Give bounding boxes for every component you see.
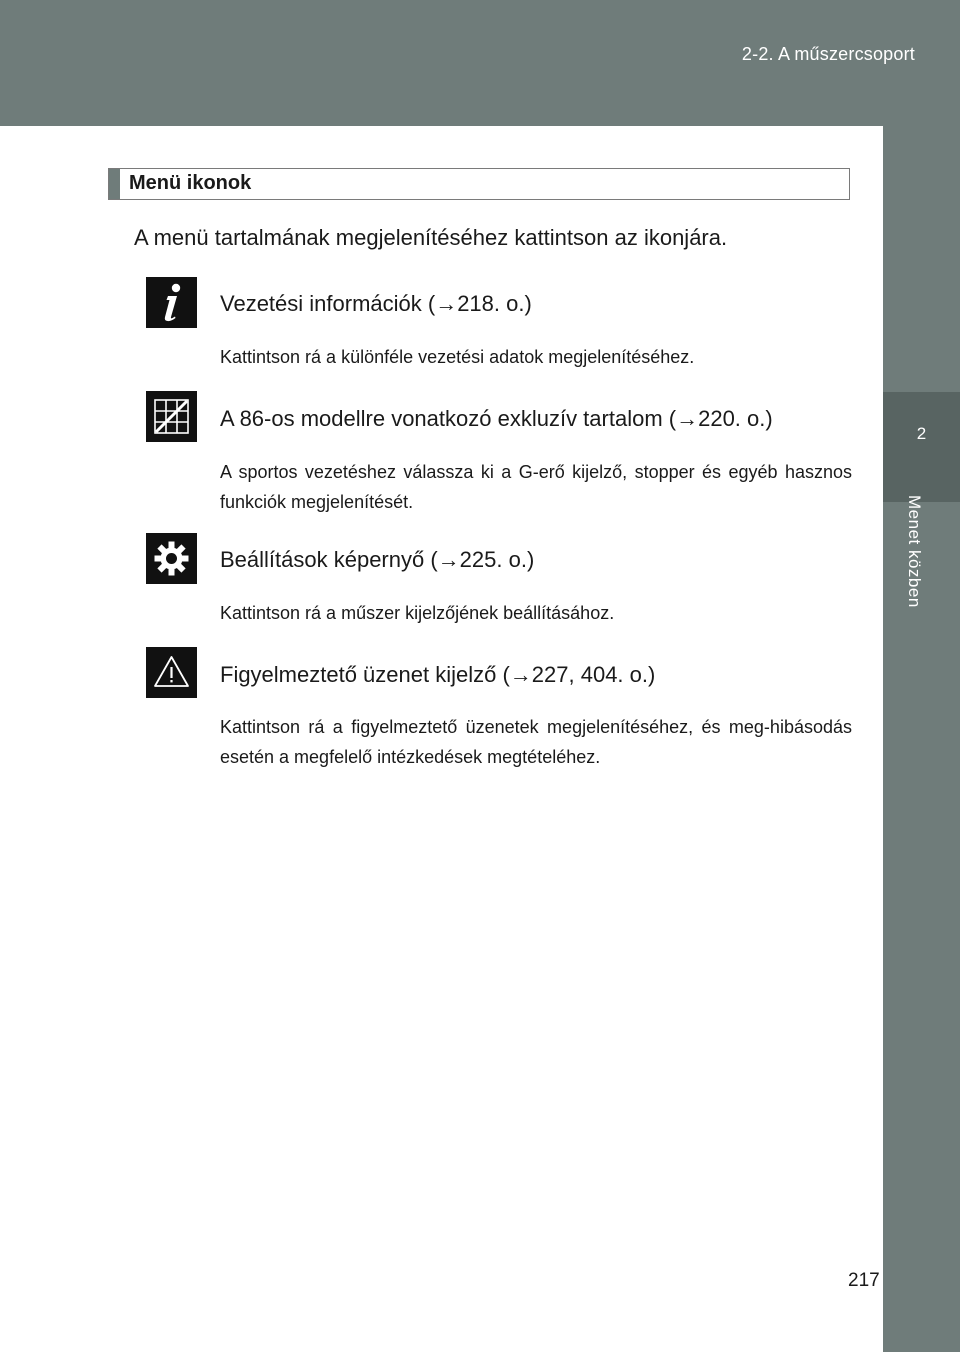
gear-icon <box>146 533 197 584</box>
intro-text: A menü tartalmának megjelenítéséhez kattintson az ikonjára. <box>134 225 728 250</box>
item-desc-warning: Kattintson rá a figyelmeztető üzenetek megjelenítéséhez, és meg-hibásodás esetén a megfelelő intézkedések megtételéhez. <box>220 717 852 767</box>
heading-accent-bar <box>109 169 120 199</box>
warning-icon <box>146 647 197 698</box>
section-heading <box>108 168 850 200</box>
item-title-settings: Beállítások képernyő (→225. o.) <box>220 547 535 572</box>
item-desc-exclusive-content: A sportos vezetéshez válassza ki a G-erő kijelző, stopper és egyéb hasznos funkciók megjelenítését. <box>220 462 852 512</box>
item-title-driving-info: Vezetési információk (→218. o.) <box>220 291 532 316</box>
chapter-number: 2 <box>916 424 927 443</box>
item-title-exclusive-content: A 86-os modellre vonatkozó exkluzív tartalom (→220. o.) <box>220 406 773 431</box>
heading-text: Menü ikonok <box>129 172 252 194</box>
chapter-number-box <box>883 392 960 502</box>
item-desc-settings: Kattintson rá a műszer kijelzőjének beállításához. <box>220 603 615 623</box>
item-title-warning: Figyelmeztető üzenet kijelző (→227, 404. o.) <box>220 662 656 687</box>
item-desc-driving-info: Kattintson rá a különféle vezetési adatok megjelenítéséhez. <box>220 347 695 367</box>
info-icon <box>146 277 197 328</box>
grid-chart-icon <box>146 391 197 442</box>
header-bar <box>0 0 960 126</box>
chapter-side-tab <box>883 126 960 1352</box>
chapter-name: Menet közben <box>905 495 924 608</box>
section-title: 2-2. A műszercsoport <box>741 44 915 64</box>
page-number: 217 <box>848 1270 880 1291</box>
